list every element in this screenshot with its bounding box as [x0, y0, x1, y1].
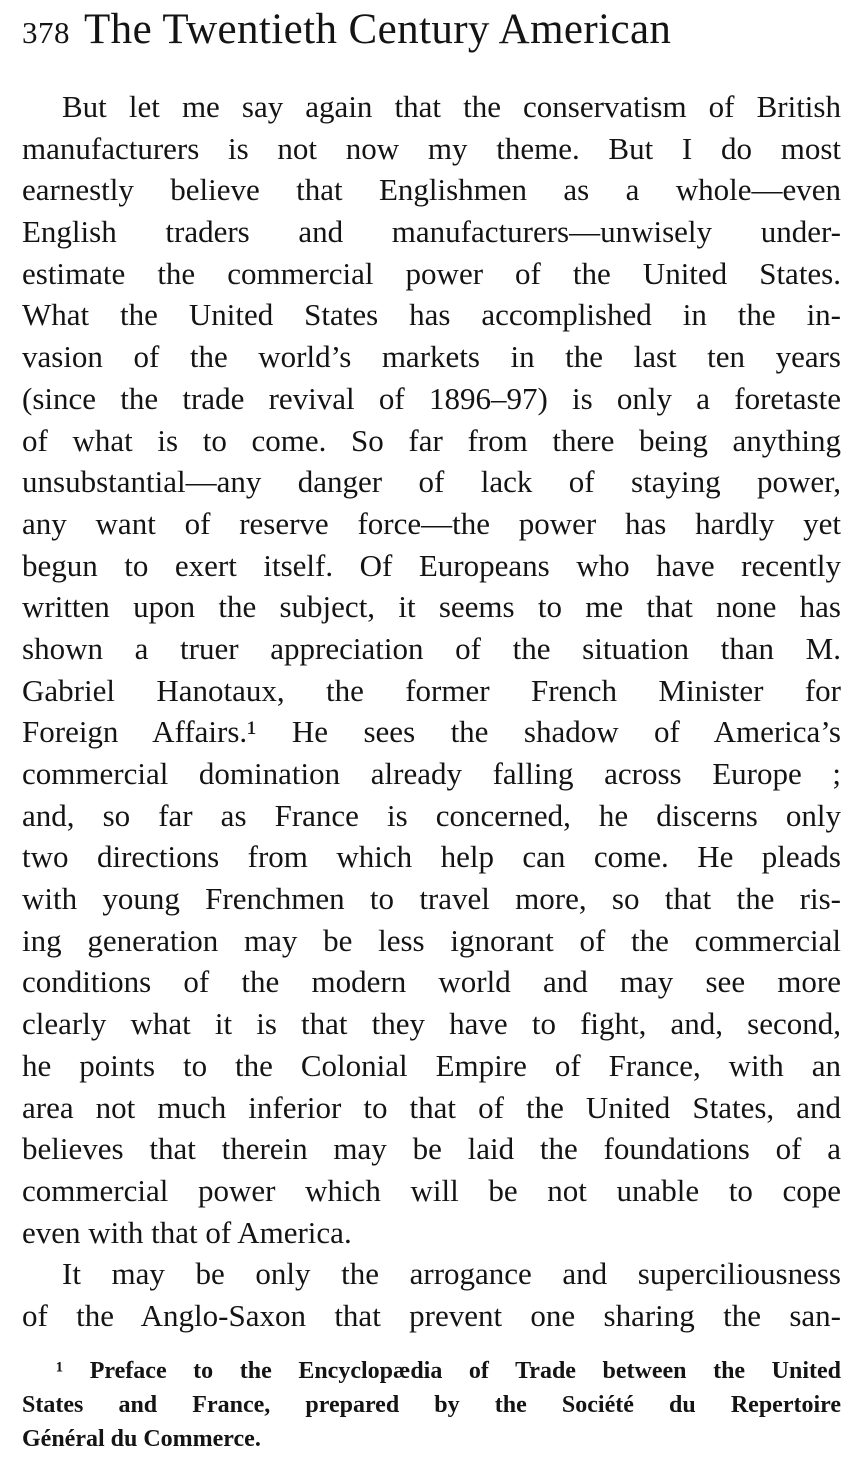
text-line: English traders and manufacturers—unwisely under-: [22, 214, 841, 250]
text-line: unsubstantial—any danger of lack of staying power,: [22, 464, 841, 500]
text-line: vasion of the world’s markets in the last ten years: [22, 339, 841, 375]
footnote-line: Général du Commerce.: [22, 1426, 261, 1452]
paragraph-1: [22, 86, 841, 1253]
footnote-line: ¹ Preface to the Encyclopædia of Trade between the United: [56, 1358, 841, 1384]
text-line: clearly what it is that they have to fight, and, second,: [22, 1006, 841, 1042]
text-line: even with that of America.: [22, 1214, 352, 1250]
text-line: It may be only the arrogance and superciliousness: [62, 1256, 841, 1292]
footnote: [22, 1354, 841, 1456]
text-line: of what is to come. So far from there being anything: [22, 422, 841, 458]
text-line: (since the trade revival of 1896–97) is only a foretaste: [22, 380, 841, 416]
paragraph-2: [22, 1253, 841, 1336]
running-head: [22, 2, 671, 58]
text-line: believes that therein may be laid the foundations of a: [22, 1131, 841, 1167]
text-line: earnestly believe that Englishmen as a whole—even: [22, 172, 841, 208]
text-line: written upon the subject, it seems to me that none has: [22, 589, 841, 625]
running-title: The Twentieth Century American: [84, 6, 672, 53]
text-line: of the Anglo-Saxon that prevent one sharing the san-: [22, 1297, 841, 1333]
text-line: shown a truer appreciation of the situation than M.: [22, 630, 841, 666]
text-line: and, so far as France is concerned, he discerns only: [22, 797, 841, 833]
text-line: estimate the commercial power of the United States.: [22, 255, 841, 291]
text-line: with young Frenchmen to travel more, so that the ris-: [22, 881, 841, 917]
text-line: begun to exert itself. Of Europeans who have recently: [22, 547, 841, 583]
text-line: Foreign Affairs.¹ He sees the shadow of America’s: [22, 714, 841, 750]
text-line: area not much inferior to that of the United States, and: [22, 1089, 841, 1125]
page-number: 378: [22, 15, 70, 50]
text-line: he points to the Colonial Empire of France, with an: [22, 1047, 841, 1083]
body-text: [22, 86, 841, 1337]
text-line: any want of reserve force—the power has hardly yet: [22, 505, 841, 541]
text-line: commercial domination already falling across Europe ;: [22, 756, 841, 791]
text-line: manufacturers is not now my theme. But I do most: [22, 130, 841, 166]
text-line: two directions from which help can come. He pleads: [22, 839, 841, 875]
text-line: ing generation may be less ignorant of the commercial: [22, 922, 841, 958]
text-line: But let me say again that the conservatism of British: [62, 89, 841, 124]
text-line: Gabriel Hanotaux, the former French Minister for: [22, 672, 841, 708]
text-line: What the United States has accomplished in the in-: [22, 297, 841, 333]
text-line: commercial power which will be not unable to cope: [22, 1172, 841, 1208]
footnote-line: States and France, prepared by the Société du Repertoire: [22, 1392, 841, 1418]
text-line: conditions of the modern world and may see more: [22, 964, 841, 1000]
